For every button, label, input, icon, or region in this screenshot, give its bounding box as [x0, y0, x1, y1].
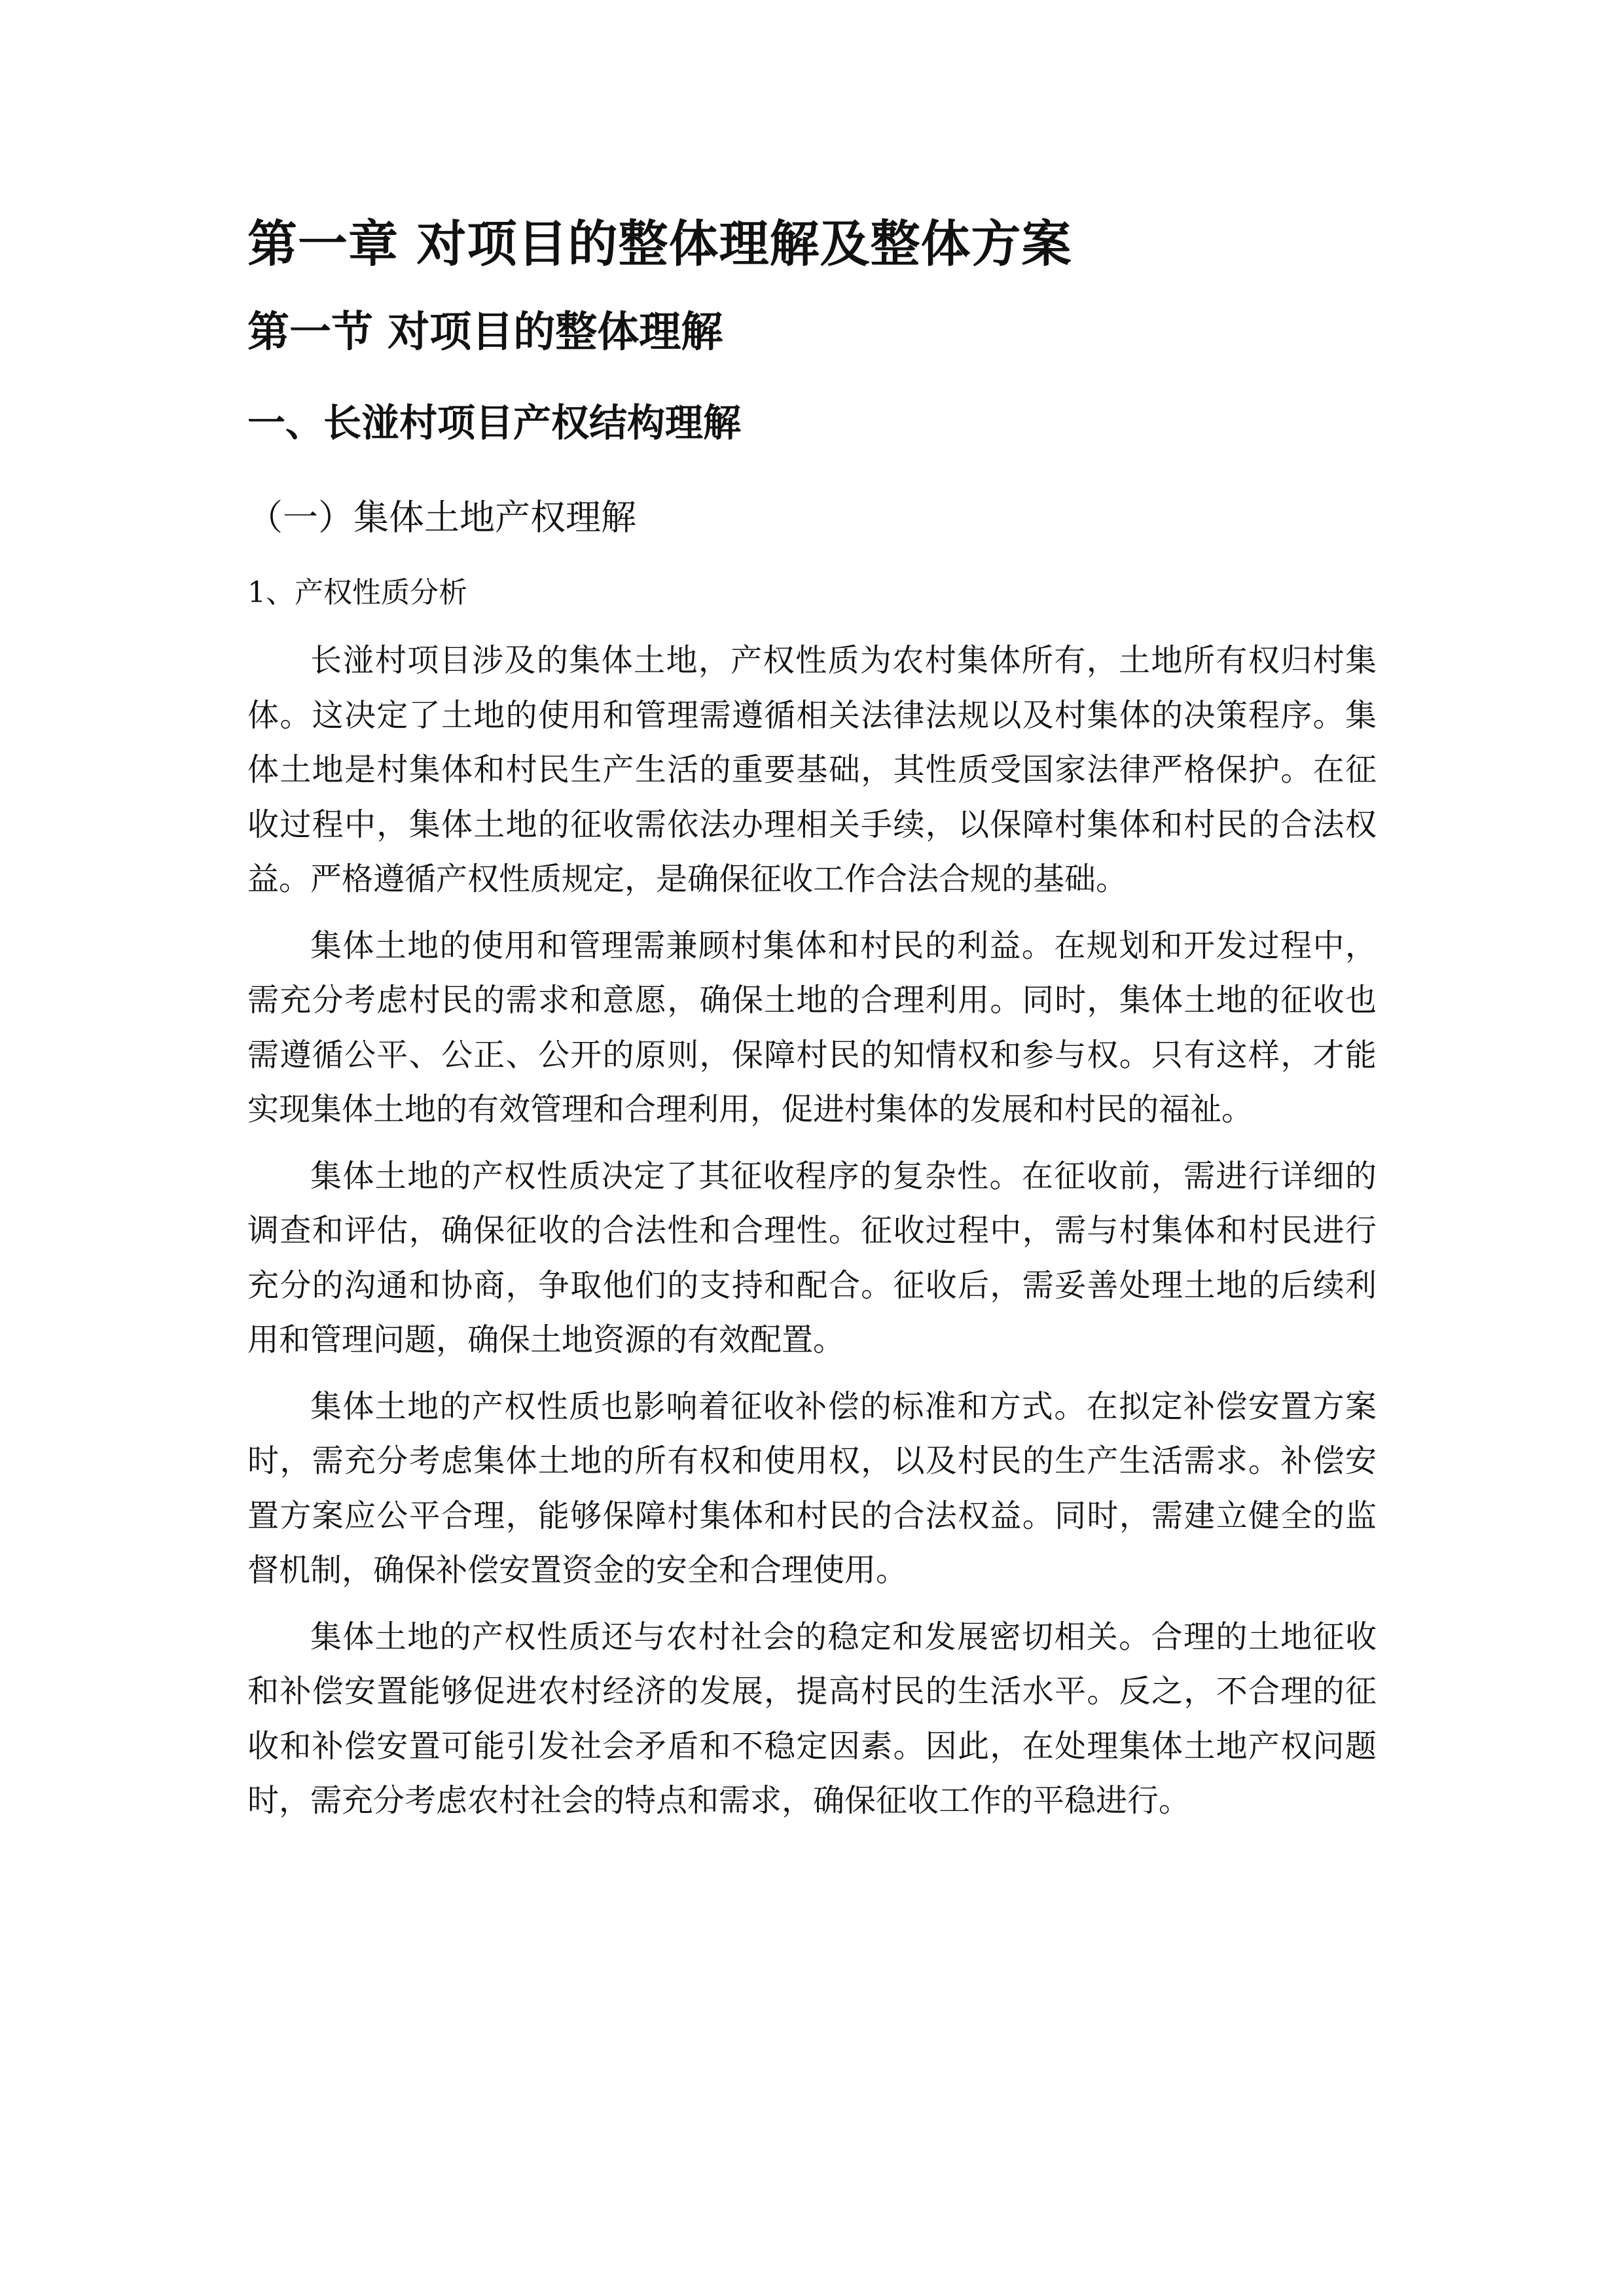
level3-title: （一）集体土地产权理解 [247, 497, 636, 538]
level4-title: 1、产权性质分析 [247, 576, 467, 609]
body-paragraph-4: 集体土地的产权性质也影响着征收补偿的标准和方式。在拟定补偿安置方案时，需充分考虑集体土地的所有权和使用权，以及村民的生产生活需求。补偿安置方案应公平合理，能够保障村集体和村民的合法权益。同时，需建立健全的监督机制，确保补偿安置资金的安全和合理使用。 [247, 1388, 1377, 1588]
body-paragraph-2: 集体土地的使用和管理需兼顾村集体和村民的利益。在规划和开发过程中，需充分考虑村民的需求和意愿，确保土地的合理利用。同时，集体土地的征收也需遵循公平、公正、公开的原则，保障村民的知情权和参与权。只有这样，才能实现集体土地的有效管理和合理利用，促进村集体的发展和村民的福祉。 [247, 927, 1377, 1128]
chapter-title: 第一章 对项目的整体理解及整体方案 [247, 215, 1072, 273]
section-title: 第一节 对项目的整体理解 [247, 308, 723, 357]
subsection-title: 一、长湴村项目产权结构理解 [247, 401, 742, 445]
body-paragraph-3: 集体土地的产权性质决定了其征收程序的复杂性。在征收前，需进行详细的调查和评估，确保征收的合法性和合理性。征收过程中，需与村集体和村民进行充分的沟通和协商，争取他们的支持和配合。征收后，需妥善处理土地的后续利用和管理问题，确保土地资源的有效配置。 [247, 1157, 1377, 1358]
body-paragraph-5: 集体土地的产权性质还与农村社会的稳定和发展密切相关。合理的土地征收和补偿安置能够促进农村经济的发展，提高村民的生活水平。反之，不合理的征收和补偿安置可能引发社会矛盾和不稳定因素。因此，在处理集体土地产权问题时，需充分考虑农村社会的特点和需求，确保征收工作的平稳进行。 [247, 1618, 1377, 1819]
body-paragraph-1: 长湴村项目涉及的集体土地，产权性质为农村集体所有，土地所有权归村集体。这决定了土地的使用和管理需遵循相关法律法规以及村集体的决策程序。集体土地是村集体和村民生产生活的重要基础，其性质受国家法律严格保护。在征收过程中，集体土地的征收需依法办理相关手续，以保障村集体和村民的合法权益。严格遵循产权性质规定，是确保征收工作合法合规的基础。 [247, 642, 1377, 897]
document-page [247, 208, 1377, 1840]
